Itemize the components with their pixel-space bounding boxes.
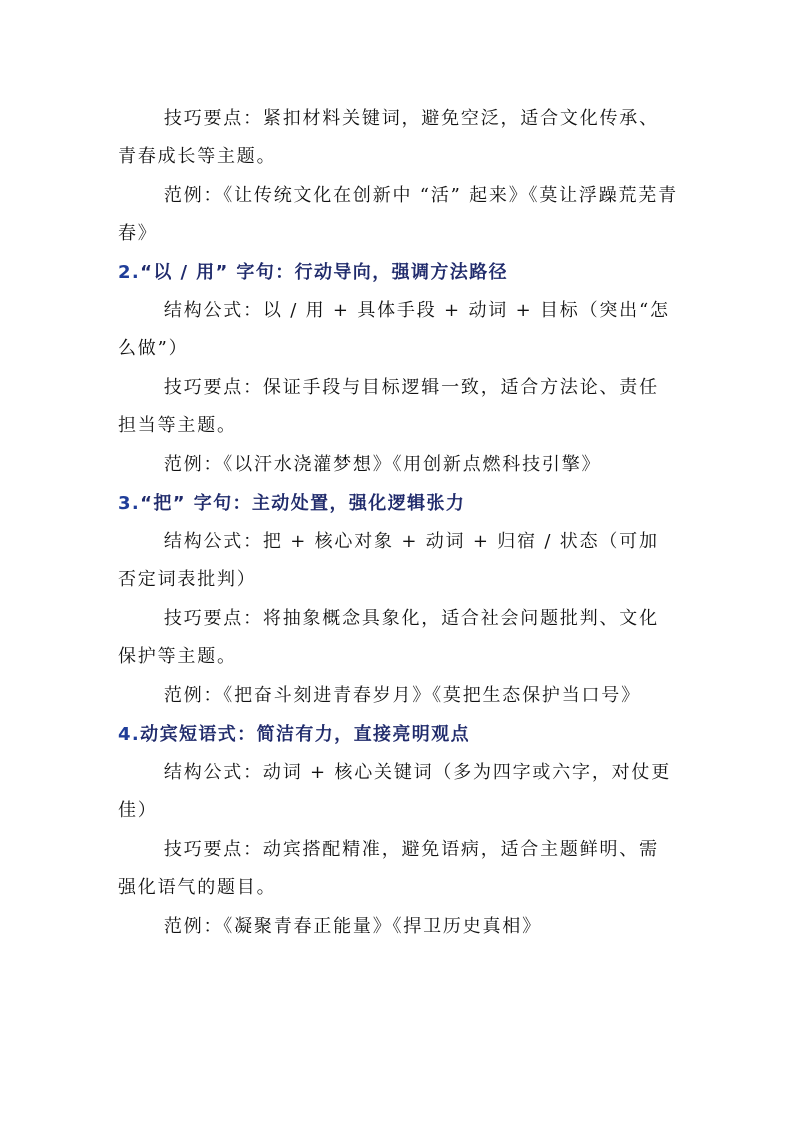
section3-title: “把” 字句：主动处置，强化逻辑张力 [140,493,466,514]
section2-tips: 技巧要点：保证手段与目标逻辑一致，适合方法论、责任担当等主题。 [118,377,659,436]
section3-tips: 技巧要点：将抽象概念具象化，适合社会问题批判、文化保护等主题。 [118,608,659,667]
section4-tips: 技巧要点：动宾搭配精准，避免语病，适合主题鲜明、需强化语气的题目。 [118,839,659,898]
section2-number: 2. [118,262,141,283]
section4-formula: 结构公式：动词 + 核心关键词（多为四字或六字，对仗更佳） [118,762,672,821]
section2-formula: 结构公式：以 / 用 + 具体手段 + 动词 + 目标（突出“怎么做”） [118,300,670,359]
section4-title: 动宾短语式：简洁有力，直接亮明观点 [140,724,470,745]
document-page [118,100,678,947]
section4-heading [118,716,678,754]
section2-example: 范例：《以汗水浇灌梦想》《用创新点燃科技引擎》 [163,454,602,475]
section2-title: “以 / 用” 字句：行动导向，强调方法路径 [140,262,509,283]
section2-heading [118,254,678,292]
section1-example: 范例：《让传统文化在创新中 “活” 起来》《莫让浮躁荒芜青春》 [118,185,678,244]
section1-tips: 技巧要点：紧扣材料关键词，避免空泛，适合文化传承、青春成长等主题。 [118,108,659,167]
section4-number: 4. [118,724,141,745]
section4-example: 范例：《凝聚青春正能量》《捍卫历史真相》 [163,916,542,937]
section3-number: 3. [118,493,141,514]
section3-formula: 结构公式：把 + 核心对象 + 动词 + 归宿 / 状态（可加否定词表批判） [118,531,659,590]
section3-heading [118,485,678,523]
section3-example: 范例：《把奋斗刻进青春岁月》《莫把生态保护当口号》 [163,685,641,706]
